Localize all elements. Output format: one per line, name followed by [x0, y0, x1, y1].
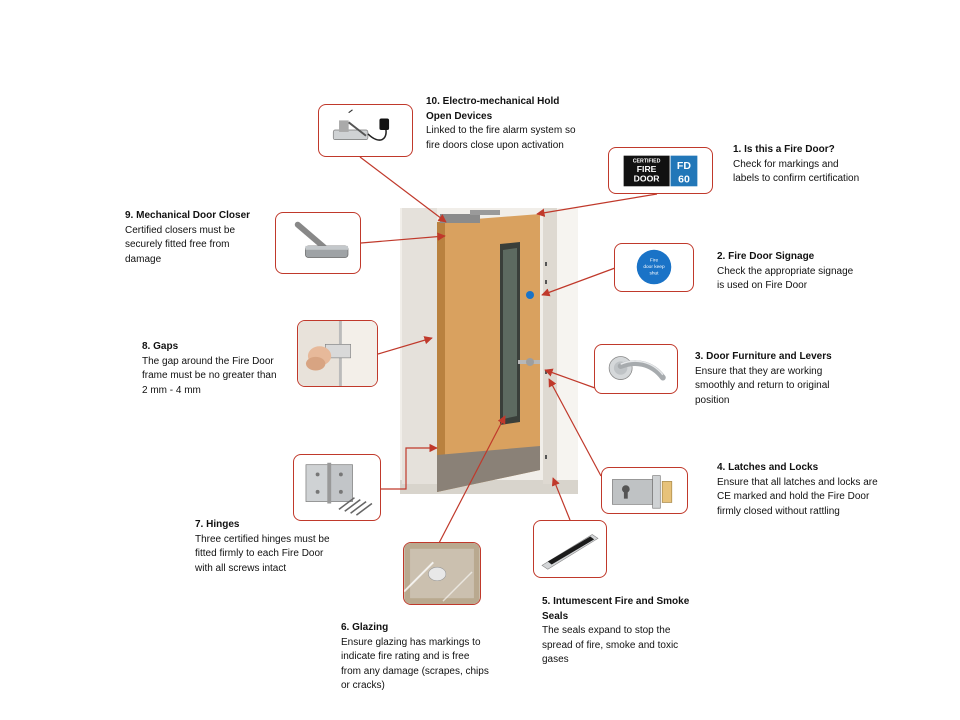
- callout-description: Certified closers must be securely fitted free from damage: [125, 224, 236, 265]
- callout-description: Ensure glazing has markings to indicate fire rating and is free from any damage (scrapes, chips or cracks): [341, 636, 489, 691]
- svg-text:FD: FD: [676, 160, 691, 173]
- closer-body: [440, 214, 480, 223]
- svg-text:door keep: door keep: [643, 264, 665, 270]
- callout-8-gaps: [142, 340, 282, 398]
- callout-9-door-closer: [125, 209, 265, 267]
- callout-description: Ensure that they are working smoothly and return to original position: [695, 365, 830, 406]
- svg-text:DOOR: DOOR: [633, 173, 660, 184]
- callout-title: 6. Glazing: [341, 622, 389, 633]
- callout-description: The gap around the Fire Door frame must be no greater than 2 mm - 4 mm: [142, 355, 277, 396]
- hinge-icon: [293, 454, 381, 521]
- callout-title: 8. Gaps: [142, 341, 179, 352]
- svg-text:60: 60: [678, 173, 690, 186]
- hold-open-device-icon: [318, 104, 413, 157]
- callout-title: 1. Is this a Fire Door?: [733, 144, 835, 155]
- callout-title: 4. Latches and Locks: [717, 462, 819, 473]
- door-closer-icon: [275, 212, 361, 274]
- callout-title: 2. Fire Door Signage: [717, 251, 815, 262]
- svg-text:CERTIFIED: CERTIFIED: [632, 158, 661, 165]
- svg-text:Fire: Fire: [649, 258, 659, 264]
- callout-description: The seals expand to stop the spread of fire, smoke and toxic gases: [542, 625, 679, 665]
- fire-door-sign-icon: [614, 243, 694, 292]
- callout-description: Check for markings and labels to confirm certification: [733, 158, 860, 184]
- intumescent-seal-icon: [533, 520, 607, 578]
- callout-4-latches-locks: [717, 461, 887, 519]
- callout-6-glazing: [341, 621, 491, 694]
- svg-text:shut: shut: [649, 271, 659, 277]
- glazing-icon: [403, 542, 481, 605]
- callout-title: 9. Mechanical Door Closer: [125, 210, 251, 221]
- callout-description: Check the appropriate signage is used on Fire Door: [717, 265, 854, 291]
- lever-handle-icon: [594, 344, 678, 394]
- door-sign-dot: [526, 291, 534, 299]
- callout-title: 7. Hinges: [195, 519, 240, 530]
- callout-2-signage: [717, 250, 857, 294]
- callout-5-seals: [542, 595, 692, 668]
- callout-10-hold-open-devices: [426, 95, 586, 153]
- callout-description: Linked to the fire alarm system so fire doors close upon activation: [426, 125, 576, 151]
- callout-title: 10. Electro-mechanical Hold Open Devices: [426, 96, 560, 122]
- callout-title: 5. Intumescent Fire and Smoke Seals: [542, 596, 690, 622]
- callout-1-is-fire-door: [733, 143, 863, 187]
- callout-7-hinges: [195, 518, 340, 576]
- gap-gauge-icon: [297, 320, 378, 387]
- svg-text:FIRE: FIRE: [636, 163, 657, 174]
- callout-description: Ensure that all latches and locks are CE marked and hold the Fire Door firmly closed without rattling: [717, 476, 878, 517]
- fire-door-certification-label-icon: [608, 147, 713, 194]
- callout-3-door-furniture: [695, 350, 860, 408]
- lock-latch-icon: [601, 467, 688, 514]
- callout-title: 3. Door Furniture and Levers: [695, 351, 832, 362]
- callout-description: Three certified hinges must be fitted firmly to each Fire Door with all screws intact: [195, 533, 330, 574]
